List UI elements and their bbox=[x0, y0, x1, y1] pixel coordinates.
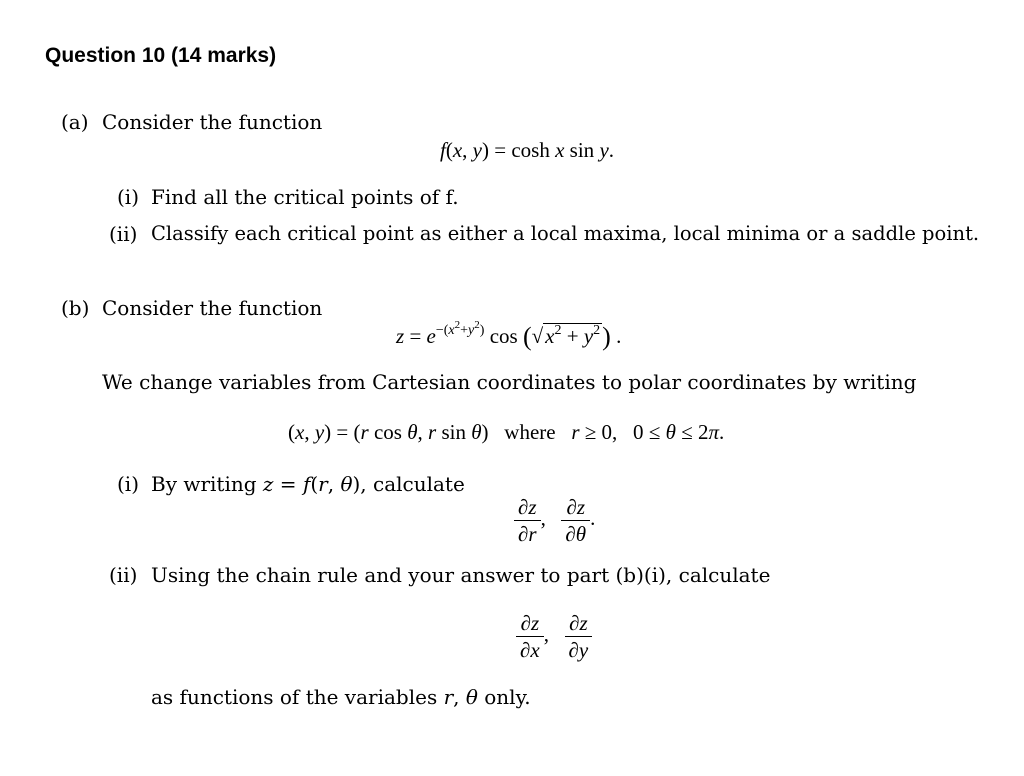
part-a-label: (a) bbox=[61, 110, 89, 134]
part-b-label: (b) bbox=[61, 296, 90, 320]
dz-dtheta-fraction: $\frac{\partial z}{\partial\theta}$ bbox=[561, 494, 590, 547]
part-b-change-text: We change variables from Cartesian coordinates to polar coordinates by writing bbox=[102, 370, 917, 394]
part-b-ii-derivatives: $\frac{\partial z}{\partial x}$ , $\frac{\partial z}{\partial y}$ bbox=[516, 610, 592, 663]
part-b-closing: as functions of the variables r, θ only. bbox=[151, 685, 531, 709]
part-b-i-text: By writing z = f(r, θ), calculate bbox=[151, 472, 465, 496]
question-title: Question 10 (14 marks) bbox=[45, 44, 277, 67]
part-b-ii-text: Using the chain rule and your answer to part (b)(i), calculate bbox=[151, 563, 771, 587]
dz-dy-fraction: $\frac{\partial z}{\partial y}$ bbox=[565, 610, 593, 663]
part-a-intro: Consider the function bbox=[102, 110, 323, 134]
part-a-i-label: (i) bbox=[117, 185, 140, 209]
part-a-equation: f(x, y) = cosh x sin y. bbox=[440, 138, 615, 162]
dz-dr-fraction: $\frac{\partial z}{\partial r}$ bbox=[514, 494, 541, 547]
part-b-i-derivatives: $\frac{\partial z}{\partial r}$ , $\frac{\partial z}{\partial\theta}$ . bbox=[514, 494, 595, 547]
dz-dx-fraction: $\frac{\partial z}{\partial x}$ bbox=[516, 610, 544, 663]
part-b-equation: $z = e^{-(x^2+y^2)}$ $\cos (√x^2 + y^2)$ . bbox=[396, 319, 622, 351]
part-b-ii-label: (ii) bbox=[109, 563, 138, 587]
part-b-intro: Consider the function bbox=[102, 296, 323, 320]
part-a-ii-text: Classify each critical point as either a local maxima, local minima or a saddle point. bbox=[151, 222, 980, 245]
polar-equation: (x, y) = (r cos θ, r sin θ) where r ≥ 0, 0 ≤ θ ≤ 2π. bbox=[288, 420, 725, 444]
part-a-ii-label: (ii) bbox=[109, 222, 138, 246]
part-a-i-text: Find all the critical points of f. bbox=[151, 185, 459, 209]
part-b-i-label: (i) bbox=[117, 472, 140, 496]
